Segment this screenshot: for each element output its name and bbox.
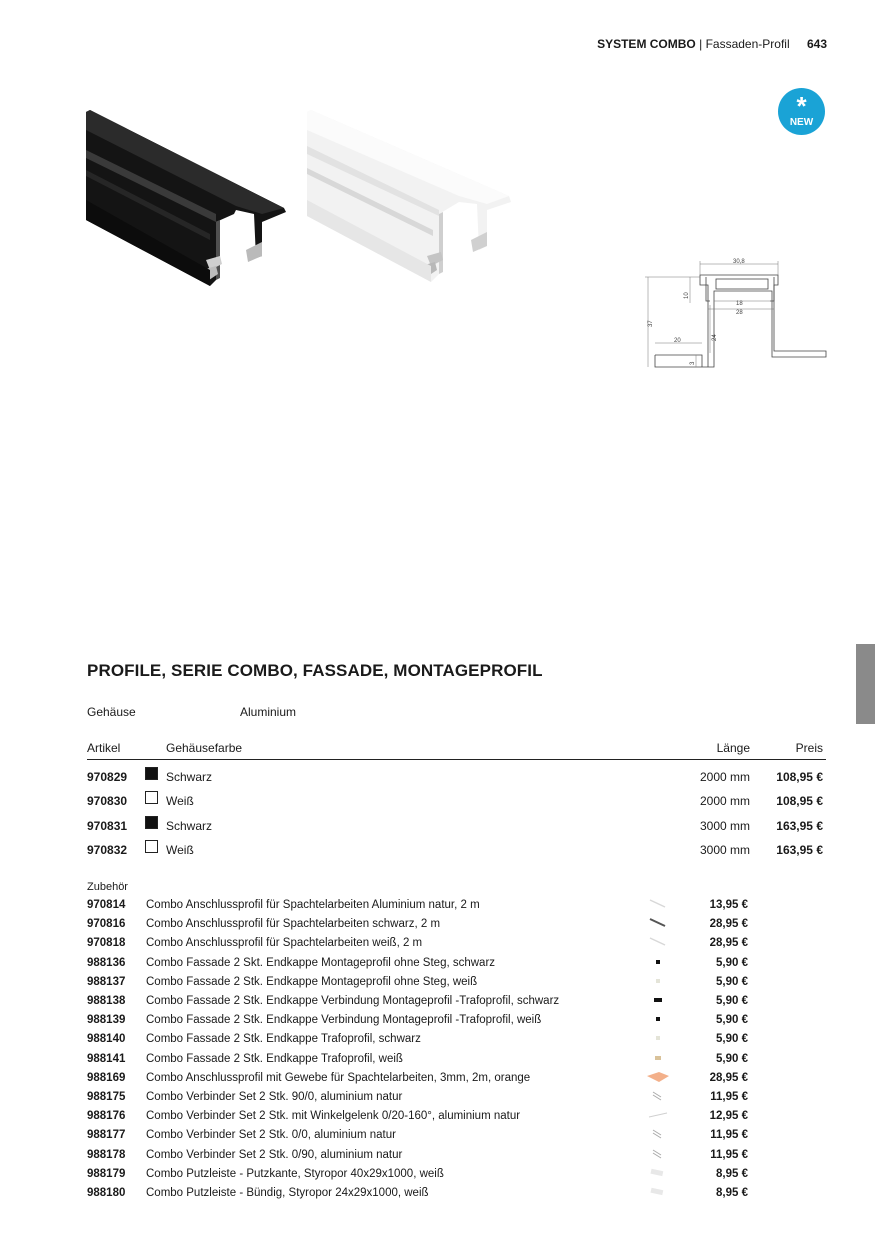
white-profile-image — [307, 110, 512, 288]
length: 2000 mm — [699, 794, 750, 809]
article-number: 988140 — [87, 1033, 126, 1046]
page-title: PROFILE, SERIE COMBO, FASSADE, MONTAGEPROFIL — [87, 661, 543, 680]
list-item — [0, 1108, 875, 1127]
table-row — [0, 816, 875, 836]
list-item — [0, 955, 875, 974]
length: 2000 mm — [699, 770, 750, 784]
article-number: 988176 — [87, 1110, 126, 1123]
price: 8,95 € — [716, 1187, 748, 1199]
accessory-thumbnail — [645, 1031, 671, 1047]
housing-value: Aluminium — [240, 705, 297, 719]
accessory-thumbnail — [645, 993, 671, 1009]
accessory-description: Combo Putzleiste - Putzkante, Styropor 40x29x1000, weiß — [146, 1167, 444, 1180]
accessory-description: Combo Anschlussprofil für Spachtelarbeiten weiß, 2 m — [146, 937, 423, 950]
col-header-color: Gehäusefarbe — [166, 741, 243, 755]
article-number: 970816 — [87, 918, 126, 931]
list-item — [0, 993, 875, 1012]
article-number: 970814 — [87, 899, 126, 911]
table-row — [0, 791, 875, 811]
list-item — [0, 1185, 875, 1204]
accessory-description: Combo Anschlussprofil für Spachtelarbeiten schwarz, 2 m — [146, 918, 441, 931]
price: 28,95 € — [709, 1071, 748, 1084]
price: 11,95 € — [710, 1129, 748, 1142]
color-swatch — [145, 816, 158, 829]
chapter-tab — [856, 644, 875, 724]
header-separator: | — [699, 37, 703, 51]
price: 28,95 € — [709, 918, 748, 931]
color-swatch — [145, 840, 158, 853]
price: 5,90 € — [716, 1014, 748, 1027]
list-item — [0, 1147, 875, 1166]
accessory-description: Combo Verbinder Set 2 Stk. 0/0, aluminium natur — [146, 1129, 396, 1142]
price: 13,95 € — [709, 899, 748, 911]
list-item — [0, 1089, 875, 1108]
col-header-length: Länge — [716, 741, 750, 755]
article-number: 988138 — [87, 995, 126, 1007]
color-swatch — [145, 767, 158, 780]
accessory-thumbnail — [645, 1089, 671, 1105]
accessory-thumbnail — [645, 1108, 671, 1124]
dim-body-height: 24 — [712, 334, 718, 341]
accessory-description: Combo Fassade 2 Stk. Endkappe Verbindung Montageprofil -Trafoprofil, weiß — [146, 1014, 542, 1027]
price: 5,90 € — [716, 1033, 748, 1046]
length: 3000 mm — [699, 818, 750, 833]
accessories-label: Zubehör — [87, 881, 128, 893]
list-item — [0, 1031, 875, 1050]
accessory-thumbnail — [645, 1185, 671, 1201]
price: 5,90 € — [716, 956, 748, 969]
price: 11,95 € — [710, 1091, 748, 1103]
price: 108,95 € — [776, 794, 823, 809]
new-badge — [778, 88, 825, 135]
accessory-thumbnail — [645, 1051, 671, 1067]
accessory-thumbnail — [645, 1012, 671, 1028]
list-item — [0, 1051, 875, 1070]
list-item — [0, 974, 875, 993]
dim-flange-width: 20 — [674, 338, 681, 344]
article-number: 988141 — [87, 1052, 126, 1065]
accessory-description: Combo Fassade 2 Skt. Endkappe Montageprofil ohne Steg, schwarz — [146, 956, 496, 969]
table-row — [0, 840, 875, 860]
dim-total-height: 37 — [648, 320, 654, 327]
dim-inner-width: 18 — [736, 301, 743, 307]
color-swatch — [145, 791, 158, 804]
price: 8,95 € — [716, 1167, 748, 1180]
list-item — [0, 897, 875, 916]
price: 5,90 € — [716, 1052, 748, 1065]
header-rule — [87, 759, 826, 760]
header-category: Fassaden-Profil — [705, 37, 790, 51]
article-number: 988175 — [87, 1091, 126, 1103]
star-icon: * — [796, 91, 807, 121]
length: 3000 mm — [699, 842, 750, 857]
article-number: 988137 — [87, 975, 126, 988]
housing-color: Schwarz — [166, 770, 213, 784]
article-number: 970818 — [87, 937, 126, 950]
new-label: NEW — [789, 117, 814, 128]
price: 108,95 € — [776, 770, 823, 784]
accessory-description: Combo Verbinder Set 2 Stk. 90/0, aluminium natur — [146, 1091, 403, 1103]
price: 5,90 € — [716, 975, 748, 988]
page-number: 643 — [806, 37, 827, 51]
black-profile-image — [86, 110, 288, 290]
article-number: 970831 — [87, 818, 128, 833]
col-header-article: Artikel — [87, 741, 121, 755]
article-number: 970829 — [87, 770, 128, 784]
accessory-description: Combo Fassade 2 Stk. Endkappe Verbindung Montageprofil -Trafoprofil, schwarz — [146, 995, 560, 1007]
dim-flange-thickness: 3 — [690, 361, 696, 365]
accessory-description: Combo Verbinder Set 2 Stk. mit Winkelgelenk 0/20-160°, aluminium natur — [146, 1110, 521, 1123]
accessory-thumbnail — [645, 974, 671, 990]
page-header — [597, 37, 827, 51]
housing-label: Gehäuse — [87, 705, 136, 719]
article-number: 988179 — [87, 1167, 126, 1180]
accessory-thumbnail — [645, 955, 671, 971]
col-header-price: Preis — [795, 741, 823, 755]
accessory-thumbnail — [645, 1166, 671, 1182]
article-number: 988178 — [87, 1148, 126, 1161]
article-number: 988180 — [87, 1187, 126, 1199]
profile-dimension-drawing — [640, 255, 830, 373]
article-number: 988136 — [87, 956, 126, 969]
accessory-thumbnail — [645, 897, 671, 913]
price: 5,90 € — [716, 995, 748, 1007]
list-item — [0, 1070, 875, 1089]
accessory-thumbnail — [645, 1127, 671, 1143]
accessory-description: Combo Verbinder Set 2 Stk. 0/90, aluminium natur — [146, 1148, 403, 1161]
dim-lip-height: 10 — [684, 292, 690, 299]
list-item — [0, 1166, 875, 1185]
dim-outer-width: 28 — [736, 310, 743, 316]
accessory-description: Combo Fassade 2 Stk. Endkappe Trafoprofil, weiß — [146, 1052, 403, 1065]
accessory-description: Combo Putzleiste - Bündig, Styropor 24x29x1000, weiß — [146, 1187, 429, 1199]
header-system: SYSTEM COMBO — [597, 37, 696, 51]
housing-color: Weiß — [166, 794, 194, 809]
price: 163,95 € — [776, 842, 823, 857]
accessory-description: Combo Anschlussprofil für Spachtelarbeiten Aluminium natur, 2 m — [146, 899, 480, 911]
dim-width-overall: 30,8 — [733, 259, 745, 265]
accessory-thumbnail — [645, 916, 671, 932]
price: 28,95 € — [709, 937, 748, 950]
accessory-thumbnail — [645, 1070, 671, 1086]
list-item — [0, 1127, 875, 1146]
article-number: 988169 — [87, 1071, 126, 1084]
accessory-thumbnail — [645, 1147, 671, 1163]
housing-color: Weiß — [166, 842, 194, 857]
price: 12,95 € — [709, 1110, 748, 1123]
accessory-description: Combo Anschlussprofil mit Gewebe für Spachtelarbeiten, 3mm, 2m, orange — [146, 1071, 531, 1084]
housing-color: Schwarz — [166, 818, 213, 833]
article-number: 988177 — [87, 1129, 126, 1142]
article-number: 988139 — [87, 1014, 126, 1027]
list-item — [0, 935, 875, 954]
price: 11,95 € — [710, 1148, 748, 1161]
table-row — [0, 767, 875, 787]
list-item — [0, 1012, 875, 1031]
article-number: 970830 — [87, 794, 128, 809]
article-number: 970832 — [87, 842, 128, 857]
list-item — [0, 916, 875, 935]
accessory-thumbnail — [645, 935, 671, 951]
price: 163,95 € — [776, 818, 823, 833]
accessory-description: Combo Fassade 2 Stk. Endkappe Montageprofil ohne Steg, weiß — [146, 975, 478, 988]
accessory-description: Combo Fassade 2 Stk. Endkappe Trafoprofil, schwarz — [146, 1033, 421, 1046]
